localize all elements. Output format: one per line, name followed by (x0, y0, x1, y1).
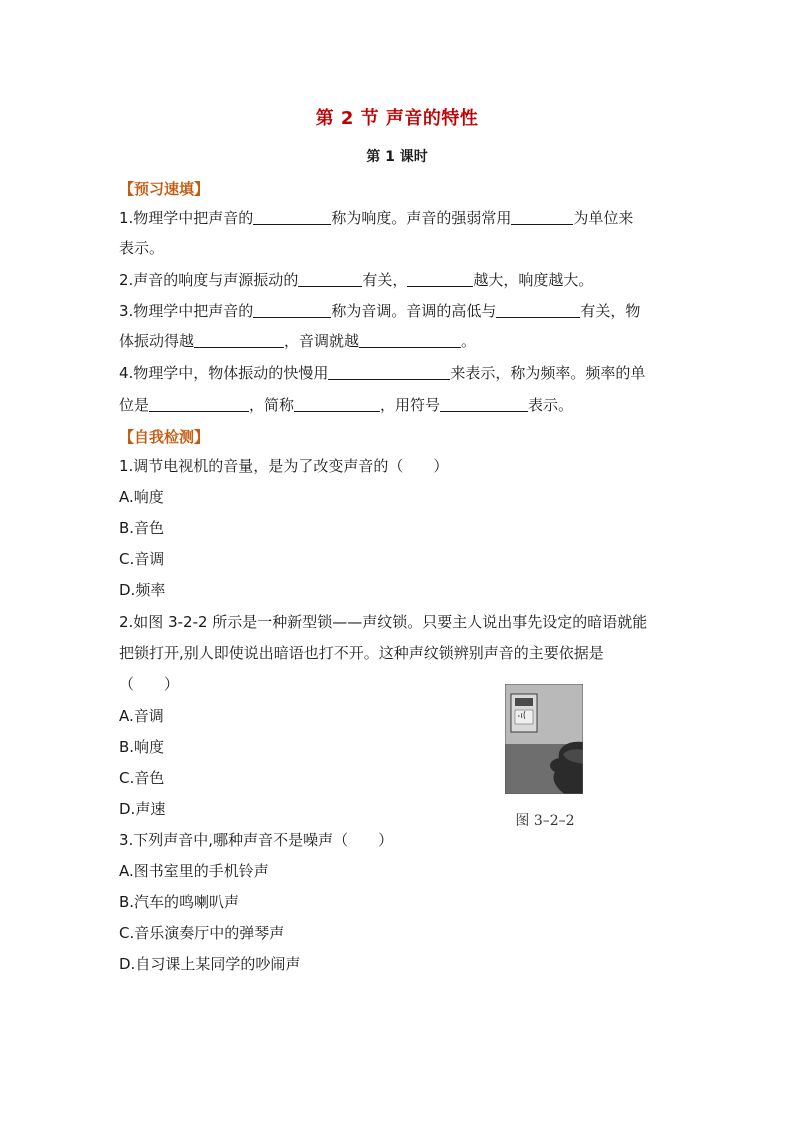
blank (194, 331, 284, 348)
voice-lock-illustration (505, 684, 583, 794)
blank (511, 208, 573, 225)
check-q1-option-d: D.频率 (119, 581, 166, 599)
blank (253, 301, 331, 318)
check-q1-option-c: C.音调 (119, 550, 165, 568)
check-q2-option-b: B.响度 (119, 738, 165, 756)
check-q2-option-d: D.声速 (119, 800, 166, 818)
preview-q4-line2: 位是 ，简称 ，用符号 表示。 (119, 396, 574, 414)
check-q3-option-c: C.音乐演奏厅中的弹琴声 (119, 924, 285, 942)
check-q3-option-a: A.图书室里的手机铃声 (119, 862, 269, 880)
preview-q3-line1: 3.物理学中把声音的 称为音调。音调的高低与 有关，物 (119, 302, 641, 320)
lesson-subtitle: 第 1 课时 (366, 149, 428, 165)
check-q3-option-b: B.汽车的鸣喇叭声 (119, 893, 240, 911)
check-heading: 【自我检测】 (119, 428, 210, 446)
blank (440, 395, 528, 412)
check-q3-stem: 3.下列声音中,哪种声音不是噪声（ ） (119, 831, 394, 849)
figure-caption: 图 3–2–2 (515, 813, 575, 829)
blank (294, 395, 380, 412)
blank (253, 208, 331, 225)
blank (149, 395, 249, 412)
preview-q1-line2: 表示。 (119, 239, 165, 257)
page-title: 第 2 节 声音的特性 (315, 108, 479, 129)
check-q1-stem: 1.调节电视机的音量，是为了改变声音的（ ） (119, 457, 449, 475)
check-q1-option-b: B.音色 (119, 519, 165, 537)
check-q2-option-a: A.音调 (119, 707, 164, 725)
check-q2-option-c: C.音色 (119, 769, 165, 787)
check-q1-option-a: A.响度 (119, 488, 164, 506)
check-q2-stem-line1: 2.如图 3-2-2 所示是一种新型锁——声纹锁。只要主人说出事先设定的暗语就能 (119, 613, 648, 631)
preview-q4-line1: 4.物理学中，物体振动的快慢用 来表示，称为频率。频率的单 (119, 364, 646, 382)
preview-q2: 2.声音的响度与声源振动的 有关， 越大，响度越大。 (119, 271, 594, 289)
preview-heading: 【预习速填】 (119, 180, 210, 198)
blank (328, 363, 450, 380)
preview-q3-line2: 体振动得越 ，音调就越 。 (119, 332, 477, 350)
voice-lock-photo (505, 684, 583, 794)
check-q2-stem-line2: 把锁打开,别人即使说出暗语也打不开。这种声纹锁辨别声音的主要依据是 (119, 644, 604, 662)
blank (298, 270, 362, 287)
check-q3-option-d: D.自习课上某同学的吵闹声 (119, 955, 301, 973)
blank (359, 331, 461, 348)
blank (407, 270, 473, 287)
check-q2-stem-line3: （ ） (119, 675, 180, 693)
blank (496, 301, 580, 318)
preview-q1-line1: 1.物理学中把声音的 称为响度。声音的强弱常用 为单位来 (119, 209, 634, 227)
